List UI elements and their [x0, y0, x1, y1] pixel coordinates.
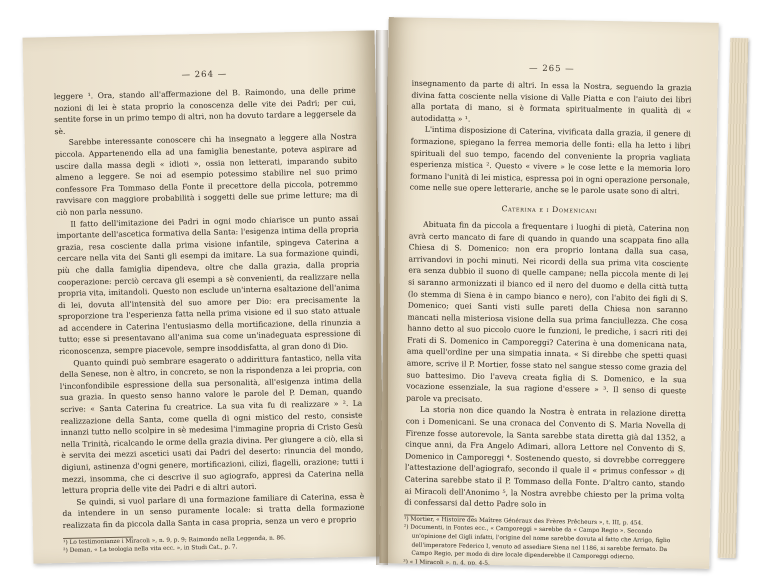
left-page-content — [53, 67, 365, 556]
paragraph: leggere ¹. Ora, stando all'affermazione del B. Raimondo, una delle prime nozioni di lei è stata proprio la conoscenza delle vite dei Padri; per cui, sentite forse in un primo tempo di altri, non ha dovuto tardare a leggersele da sè. — [53, 85, 357, 136]
paragraph: Abituata fin da piccola a frequentare i luoghi di pietà, Caterina non avrà certo mancato di fare di quando in quando una scappata fino alla Chiesa di S. Domenico: non era proprio lontana dalla sua casa, arrivandovi in pochi minuti. Nei ricordi della sua prima vita cosciente era senza dubbio il suono di quelle campane; nella piccola mente di lei si saranno armonizzati il bianco ed il nero del duomo e della città tutta (lo stemma di Siena è in campo bianco e nero), con l'abito dei figli di S. Domenico; quei Santi visti sulle pareti della Chiesa non saranno mancati nella misteriosa visione della sua prima fanciullezza. Che cosa hanno detto al suo piccolo cuore le funzioni, le prediche, i sacri riti dei Frati di S. Domenico in Camporeggi? Caterina è una domenicana nata, ama quell'ordine per una simpatia innata. « Si direbbe che spetti quasi amore, scrive il P. Mortier, fosse stato nel sangue stesso come grazia del suo battesimo. Dio l'aveva creata figlia di S. Domenico, e la sua vocazione essenziale, la sua ragione d'essere » ³. Il senso di queste parole va precisato. — [406, 219, 690, 404]
section-heading: Caterina e i Domenicani — [501, 204, 598, 215]
left-page-body — [54, 85, 365, 532]
left-page-number: — 264 — — [181, 69, 228, 81]
paragraph: Se quindi, si vuol parlare di una formazione familiare di Caterina, essa è da intendere in un senso puramente locale: si tratta della formazione realizzata fin da piccola dalla Santa in casa propria, senza un vero e proprio — [62, 491, 365, 530]
footnote: ³) « I Miracoli », n. 4, pp. 4-5. — [403, 559, 490, 567]
right-page-body-bottom — [404, 218, 689, 513]
footnote: ²) Deman, « La teologia nella vita ecc. », in Studi Cat., p. 7. — [63, 544, 238, 555]
paragraph: insegnamento da parte di altri. In essa la Nostra, seguendo la grazia divina fatta cosciente nella visione di Valle Piatta e con l'aiuto dei libri alla portata di mano, si è formata spiritualmente in qualità di « autodidatta » ¹. — [410, 78, 692, 124]
page-edges — [718, 38, 749, 558]
footnote: ¹) Mortier, « Histoire des Maîtres Généraux des Frères Prêcheurs », t. III, p. 454. — [403, 516, 644, 527]
right-page-number: — 265 — — [528, 63, 575, 75]
left-page — [23, 30, 386, 563]
paragraph: L'intima disposizione di Caterina, vivificata dalla grazia, il genere di formazione, spiegano la ferrea memoria delle fonti: ella ha letto i libri spirituali del suo tempo, facendo del conveniente la propria vagliata esperienza mistica ². Questo « vivere » le cose lette e la memoria loro formano l'unità di lei mistica, espressa poi in ogni operazione personale, come nelle sue opere letterarie, anche se le parole usate sono di altri. — [409, 125, 691, 197]
right-page-body-top — [410, 78, 692, 199]
right-page — [379, 17, 718, 569]
footnote: ¹) Lo testimonianze i Miracoli », n. 9, p. 9; Raimondo nella Leggenda, n. 86. — [63, 534, 286, 546]
paragraph: La storia non dice quando la Nostra è entrata in relazione diretta con i Domenicani. Se una cronaca del Convento di S. Maria Novella di Firenze fosse autorevole, la Santa sarebbe stata diretta già dal 1352, a cinque anni, da Fra Angelo Adimari, allora Lettore nel Convento di S. Domenico in Camporeggi ⁴. Sostenendo questo, si dovrebbe correggere l'attestazione dell'agiografo, secondo il quale il « primus confessor » di Caterina sarebbe stato il P. Tommaso della Fonte. D'altro canto, stando ai Miracoli dell'Anonimo ⁵, la Nostra avrebbe chiesto per la prima volta di confessarsi dal detto Padre solo in — [404, 405, 686, 510]
book-gutter — [376, 30, 388, 565]
paragraph: Sarebbe interessante conoscere chi ha insegnato a leggere alla Nostra piccola. Appartenendo ella ad una famiglia benestante, poteva aspirare ad uscire dalla massa degli « idioti », ossia non letterati, imparando subito almeno a leggere. Se noi ad esempio potessimo stabilire nel suo primo confessore Fra Tommaso della Fonte il precettore della piccola, potremmo ravvisare con maggiore probabilità i soggetti delle sue prime letture; ma di ciò non parla nessuno. — [54, 132, 358, 218]
right-page-content — [403, 62, 692, 569]
footnote: ²) Documenti, in Fontes ecc., « Camporeggi » sarebbe da « Campo Regio ». Secondo un'opinione del Gigli infatti, l'origine del nome sarebbe dovuta al fatto che Arrigo, figlio dell'imperatore Federico I, venuto ad assediare Siena nel 1186, si sarebbe fermato. Da Campo Regio, per modo di dire locale dipenderebbe il Camporeggi odierno. — [403, 524, 671, 561]
paragraph: Il fatto dell'imitazione dei Padri in ogni modo chiarisce un punto assai importante dell'ascetica formativa della Santa: l'esigenza intima della propria grazia, resa cosciente dalla prima visione infantile, spingeva Caterina a cercare nella vita dei Santi gli esempi da imitare. La sua formazione quindi, più che dalla famiglia dipendeva, oltre che dalla grazia, dalla propria cooperazione: perciò cercava gli esempi a sè convenienti, da realizzare nella propria vita, imitandoli. Questo non esclude un'interna esaltazione dell'anima di lei, dovuta all'intensità del suo amore per Dio: era precisamente la sproporzione tra l'esperienza fatta nella prima visione ed il suo stato attuale ad accendere in Caterina l'entusiasmo della mortificazione, della rinunzia a tutto; esse si presentavano all'anima sua come un'inadeguata espressione di riconoscenza, sempre piacevole, sempre insoddisfatta, al gran dono di Dio. — [56, 213, 361, 357]
right-footnotes — [403, 515, 684, 569]
paragraph: Quanto quindi può sembrare esagerato o addirittura fantastico, nella vita della Senese, non è altro, in concreto, se non la rispondenza a lei propria, con l'inconfondibile espressione della sua personalità, all'esigenza intima della sua grazia. In questo senso hanno valore le parole del P. Deman, quando scrive: « Santa Caterina fu creatrice. La sua vita fu di realizzare » ². La realizzazione della Santa, come quella di ogni mistico del resto, consiste innanzi tutto nello scolpire in sè medesima l'immagine propria di Cristo Gesù nella Trinità, ricalcando le orme della grazia divina. Per giungere a ciò, ella si è servita dei mezzi ascetici usati dai Padri del deserto: rinuncia del mondo, digiuni, astinenza d'ogni genere, mortificazioni, cilizi, flagelli, orazione; tutti i mezzi, insomma, che ci descrive il suo agiografo, appresi da Caterina nella lettura propria delle vite dei Padri e di altri autori. — [59, 352, 364, 496]
